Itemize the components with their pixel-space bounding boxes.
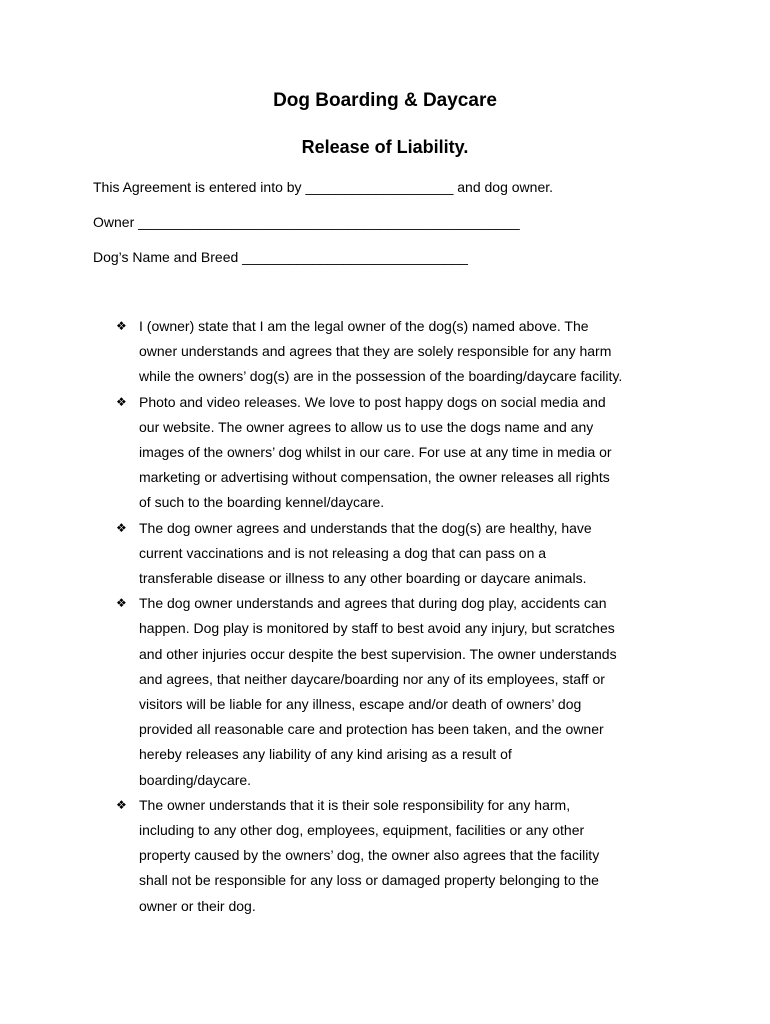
clause-text-line: visitors will be liable for any illness, escape and/or death of owners’ dog [139,696,582,713]
clause-text-line: owner or their dog. [139,897,256,914]
clause-text-line: our website. The owner agrees to allow us to use the dogs name and any [139,418,594,435]
document-title: Dog Boarding & Daycare [273,90,497,111]
clause-text-line: while the owners’ dog(s) are in the possession of the boarding/daycare facility. [139,368,623,385]
document-subtitle: Release of Liability. [301,137,469,157]
clause-text-line: Photo and video releases. We love to post happy dogs on social media and [139,393,606,410]
clause-text-line: of such to the boarding kennel/daycare. [139,494,385,511]
clause-text-line: boarding/daycare. [139,771,252,788]
clause-text-line: The dog owner understands and agrees that during dog play, accidents can [139,595,607,612]
clause-text-line: images of the owners’ dog whilst in our care. For use at any time in media or [139,444,612,461]
clause-text-line: including to any other dog, employees, equipment, facilities or any other [139,822,585,839]
diamond-bullet-icon: ❖ [116,520,127,535]
clause-text-line: provided all reasonable care and protection has been taken, and the owner [139,721,604,738]
clause-item [116,314,676,390]
clause-text-line: I (owner) state that I am the legal owner of the dog(s) named above. The [139,318,589,334]
clause-item [116,390,676,516]
agreement-party-field: This Agreement is entered into by ___________________ and dog owner. [93,179,554,195]
clause-text-line: happen. Dog play is monitored by staff to best avoid any injury, but scratches [139,620,615,637]
liability-clauses-list [116,314,676,919]
diamond-bullet-icon: ❖ [116,596,127,611]
diamond-bullet-icon: ❖ [116,319,127,333]
clause-text-line: The dog owner agrees and understands that the dog(s) are healthy, have [139,519,592,536]
clause-text-line: owner understands and agrees that they are solely responsible for any harm [139,343,612,360]
clause-item [116,591,676,793]
dog-name-breed-field: Dog’s Name and Breed _____________________________ [93,249,468,265]
clause-item [116,793,676,919]
diamond-bullet-icon: ❖ [116,394,127,409]
clause-text-line: shall not be responsible for any loss or damaged property belonging to the [139,872,599,889]
clause-item [116,516,676,592]
clause-text-line: current vaccinations and is not releasing a dog that can pass on a [139,544,547,561]
clause-text-line: The owner understands that it is their sole responsibility for any harm, [139,796,571,813]
clause-text-line: hereby releases any liability of any kind arising as a result of [139,746,512,763]
clause-text-line: property caused by the owners’ dog, the owner also agrees that the facility [139,847,600,864]
diamond-bullet-icon: ❖ [116,797,127,812]
clause-text-line: transferable disease or illness to any other boarding or daycare animals. [139,570,587,587]
clause-text-line: and agrees, that neither daycare/boarding nor any of its employees, staff or [139,670,605,687]
clause-text-line: marketing or advertising without compensation, the owner releases all rights [139,469,610,486]
owner-field: Owner _________________________________________________ [93,214,520,230]
clause-text-line: and other injuries occur despite the best supervision. The owner understands [139,645,617,662]
